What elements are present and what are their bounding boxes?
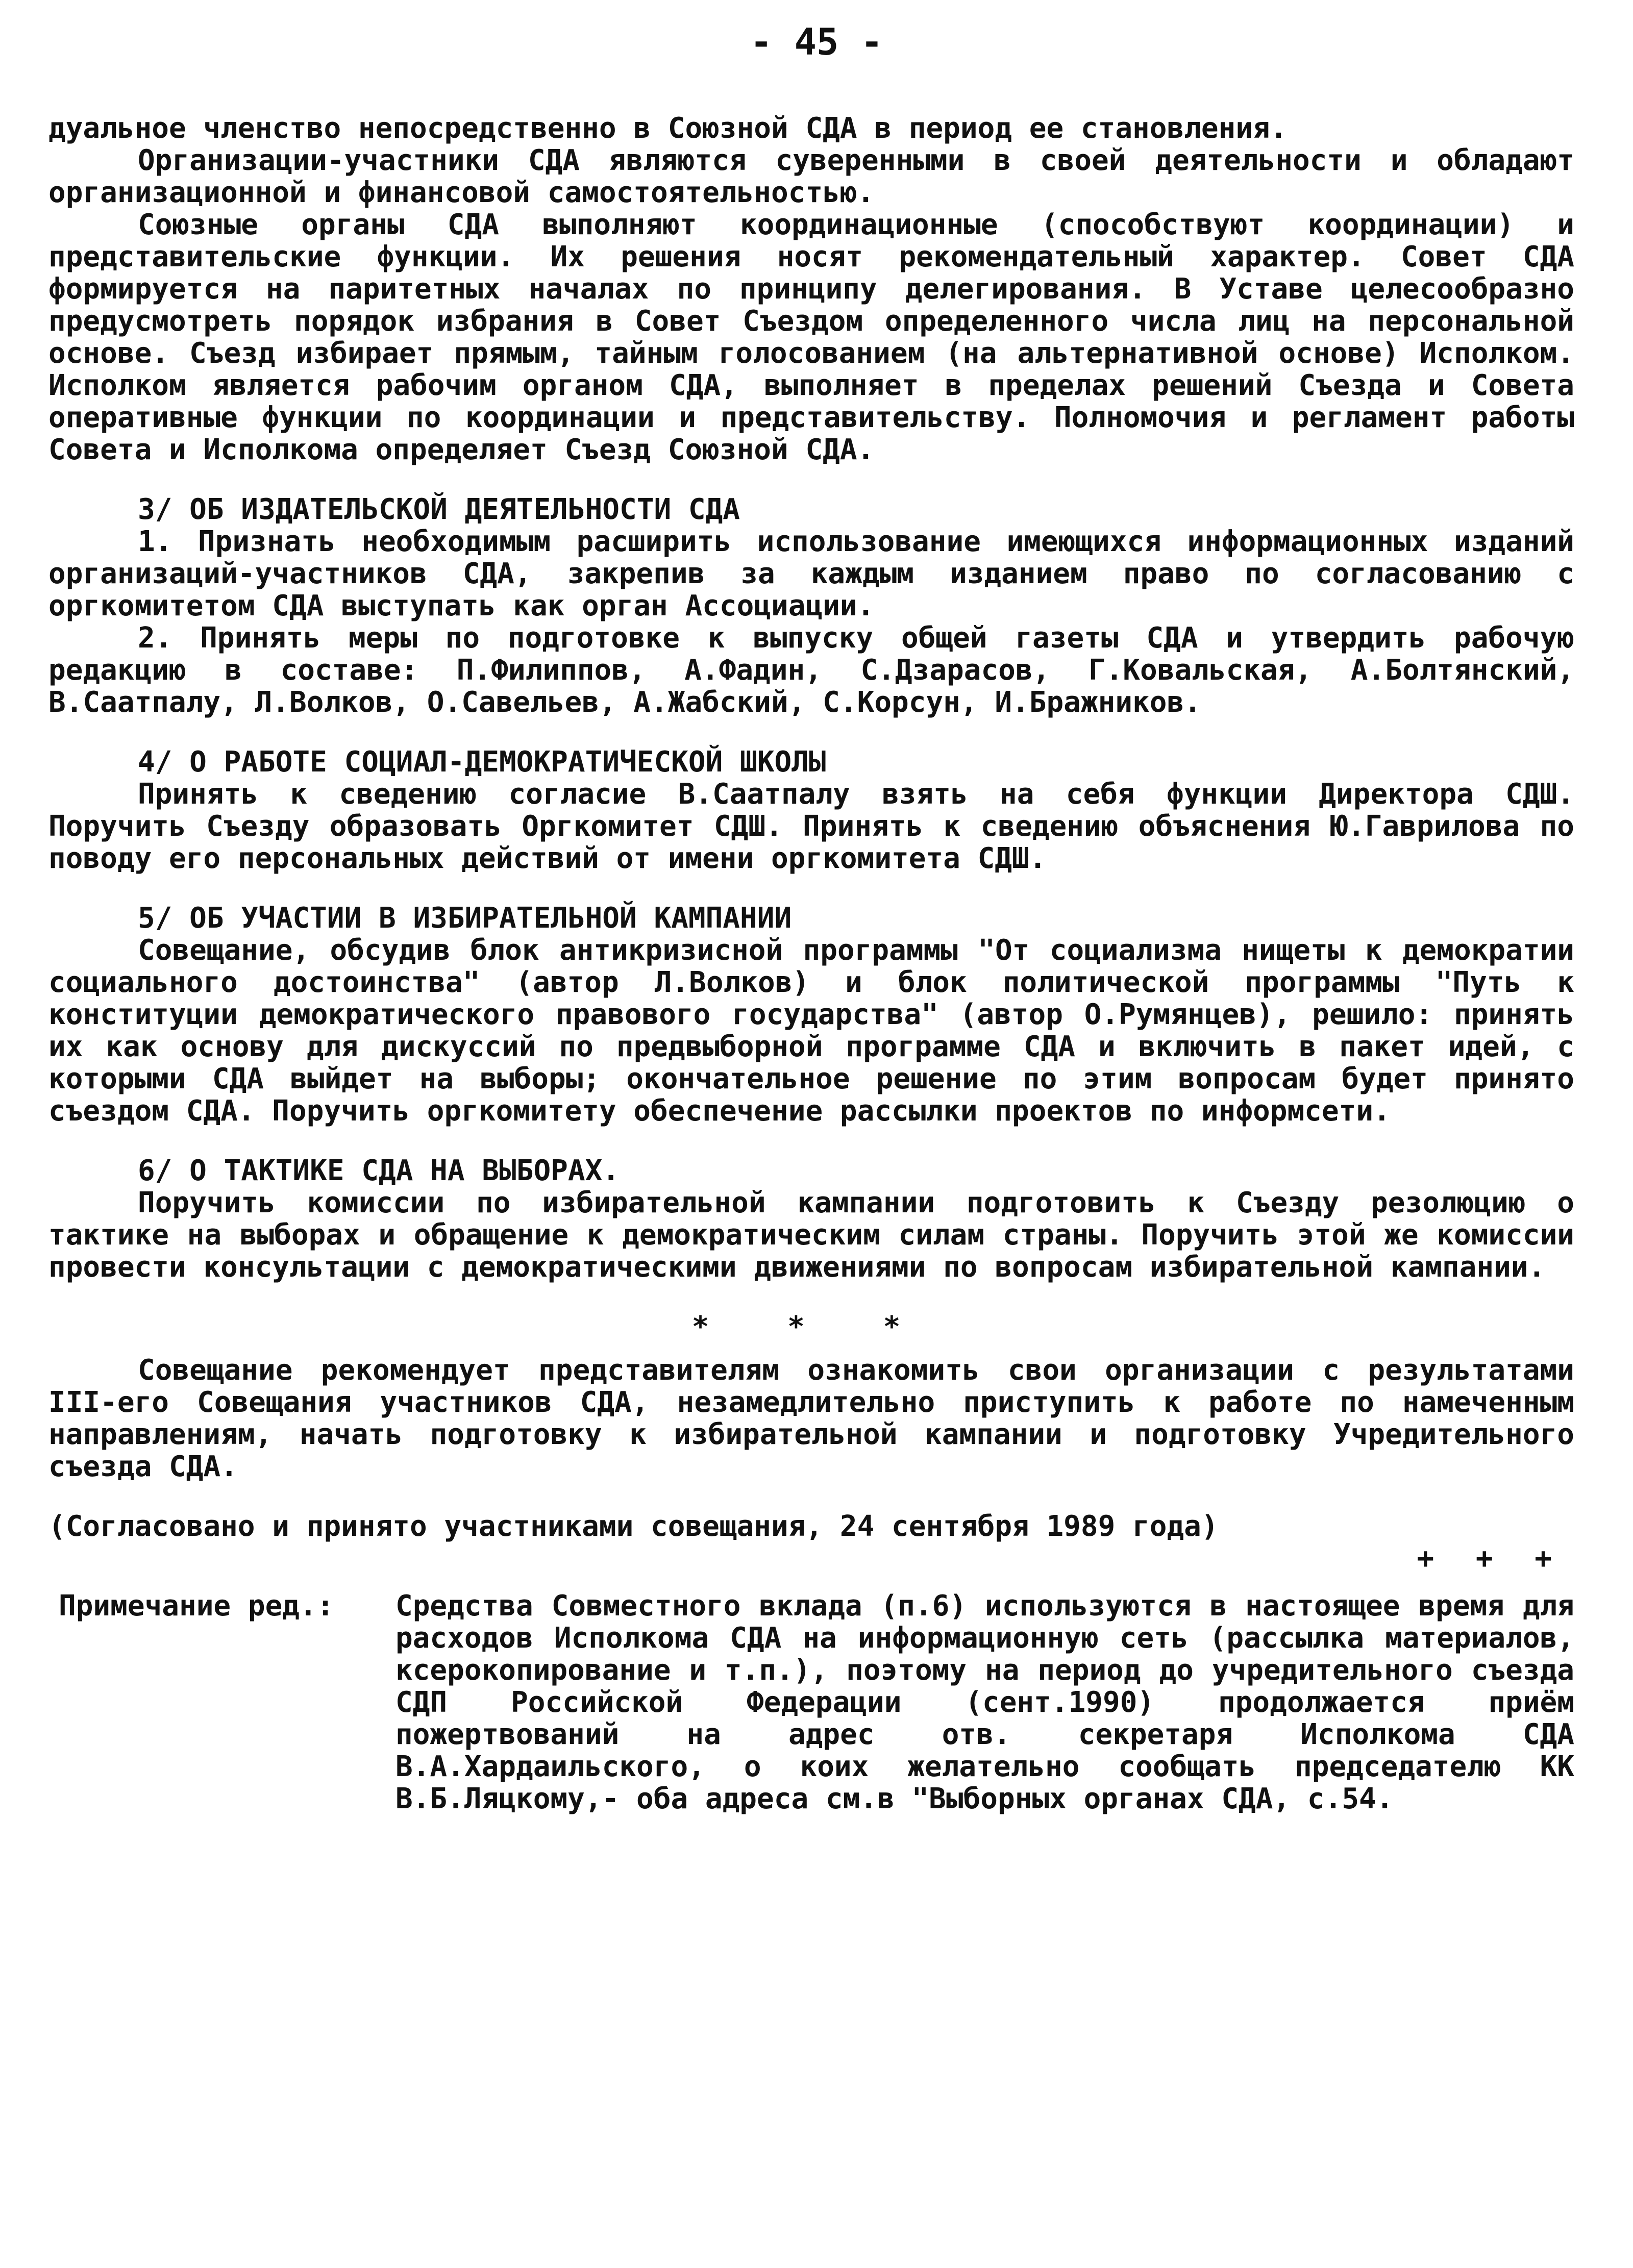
end-mark: + + + [1417, 1542, 1564, 1575]
intro-paragraph-1: дуальное членство непосредственно в Союзной СДА в период ее становления. [48, 112, 1288, 145]
section-heading-school: 4/ О РАБОТЕ СОЦИАЛ-ДЕМОКРАТИЧЕСКОЙ ШКОЛЫ [138, 745, 826, 779]
editor-note-label: Примечание ред.: [59, 1589, 334, 1623]
section-publishing [48, 493, 1574, 718]
section-heading-tactics: 6/ О ТАКТИКЕ СДА НА ВЫБОРАХ. [138, 1154, 620, 1187]
page-number: - 45 - [750, 20, 883, 63]
section-publishing-paragraph-2: 2. Принять меры по подготовке к выпуску общей газеты СДА и утвердить рабочую редакцию в составе: П.Филиппов, А.Фадин, С.Дзарасов, Г.Ковальская, А.Болтянский, В.Саатпалу, Л.Волков, О.Савельев, А.Жабский, С.Корсун, И.Бражников. [48, 621, 1574, 719]
section-heading-publishing: 3/ ОБ ИЗДАТЕЛЬСКОЙ ДЕЯТЕЛЬНОСТИ СДА [138, 493, 740, 526]
intro-paragraph-2: Организации-участники СДА являются суверенными в своей деятельности и обладают организационной и финансовой самостоятельностью. [48, 144, 1574, 209]
approval-line: (Согласовано и принято участниками совещания, 24 сентября 1989 года) [48, 1510, 1219, 1543]
section-separator: * * * [691, 1310, 931, 1343]
editor-note [48, 1590, 1574, 1815]
section-school [48, 746, 1574, 875]
intro-block [48, 112, 1574, 466]
section-tactics-paragraph-1: Поручить комиссии по избирательной кампании подготовить к Съезду резолюцию о тактике на выборах и обращение к демократическим силам страны. Поручить этой же комиссии провести консультации с демократическими движениями по вопросам избирательной кампании. [48, 1186, 1574, 1284]
section-tactics [48, 1155, 1574, 1283]
section-school-paragraph-1: Принять к сведению согласие В.Саатпалу взять на себя функции Директора СДШ. Поручить Съезду образовать Оргкомитет СДШ. Принять к сведению объяснения Ю.Гаврилова по поводу его персональных действий от имени оргкомитета СДШ. [48, 778, 1574, 875]
closing-paragraph: Совещание рекомендует представителям ознакомить свои организации с результатами III-его Совещания участников СДА, незамедлительно приступить к работе по намеченным направлениям, начать подготовку к избирательной кампании и подготовку Учредительного съезда СДА. [48, 1354, 1574, 1483]
section-campaign-paragraph-1: Совещание, обсудив блок антикризисной программы "От социализма нищеты к демократии социального достоинства" (автор Л.Волков) и блок политической программы "Путь к конституции демократического правового государства" (автор О.Румянцев), решило: принять их как основу для дискуссий по предвыборной программе СДА и включить в пакет идей, с которыми СДА выйдет на выборы; окончательное решение по этим вопросам будет принято съездом СДА. Поручить оргкомитету обеспечение рассылки проектов по информсети. [48, 934, 1574, 1128]
section-publishing-paragraph-1: 1. Признать необходимым расширить использование имеющихся информационных изданий организаций-участников СДА, закрепив за каждым изданием право по согласованию с оргкомитетом СДА выступать как орган Ассоциации. [48, 525, 1574, 622]
document-body [48, 112, 1574, 1815]
section-campaign [48, 902, 1574, 1127]
editor-note-text: Средства Совместного вклада (п.6) используются в настоящее время для расходов Исполкома СДА на информационную сеть (рассылка материалов, ксерокопирование и т.п.), поэтому на период до учредительного съезда СДП Российской Федерации (сент.1990) продолжается приём пожертвований на адрес отв. секретаря Исполкома СДА В.А.Хардаильского, о коих желательно сообщать председателю КК В.Б.Ляцкому,- оба адреса см.в "Выборных органах СДА, с.54. [395, 1589, 1574, 1815]
intro-paragraph-3: Союзные органы СДА выполняют координационные (способствуют координации) и представительские функции. Их решения носят рекомендательный характер. Совет СДА формируется на паритетных началах по принципу делегирования. В Уставе целесообразно предусмотреть порядок избрания в Совет Съездом определенного числа лиц на персональной основе. Съезд избирает прямым, тайным голосованием (на альтернативной основе) Исполком. Исполком является рабочим органом СДА, выполняет в пределах решений Съезда и Совета оперативные функции по координации и представительству. Полномочия и регламент работы Совета и Исполкома определяет Съезд Союзной СДА. [48, 208, 1574, 466]
section-heading-campaign: 5/ ОБ УЧАСТИИ В ИЗБИРАТЕЛЬНОЙ КАМПАНИИ [138, 902, 792, 935]
